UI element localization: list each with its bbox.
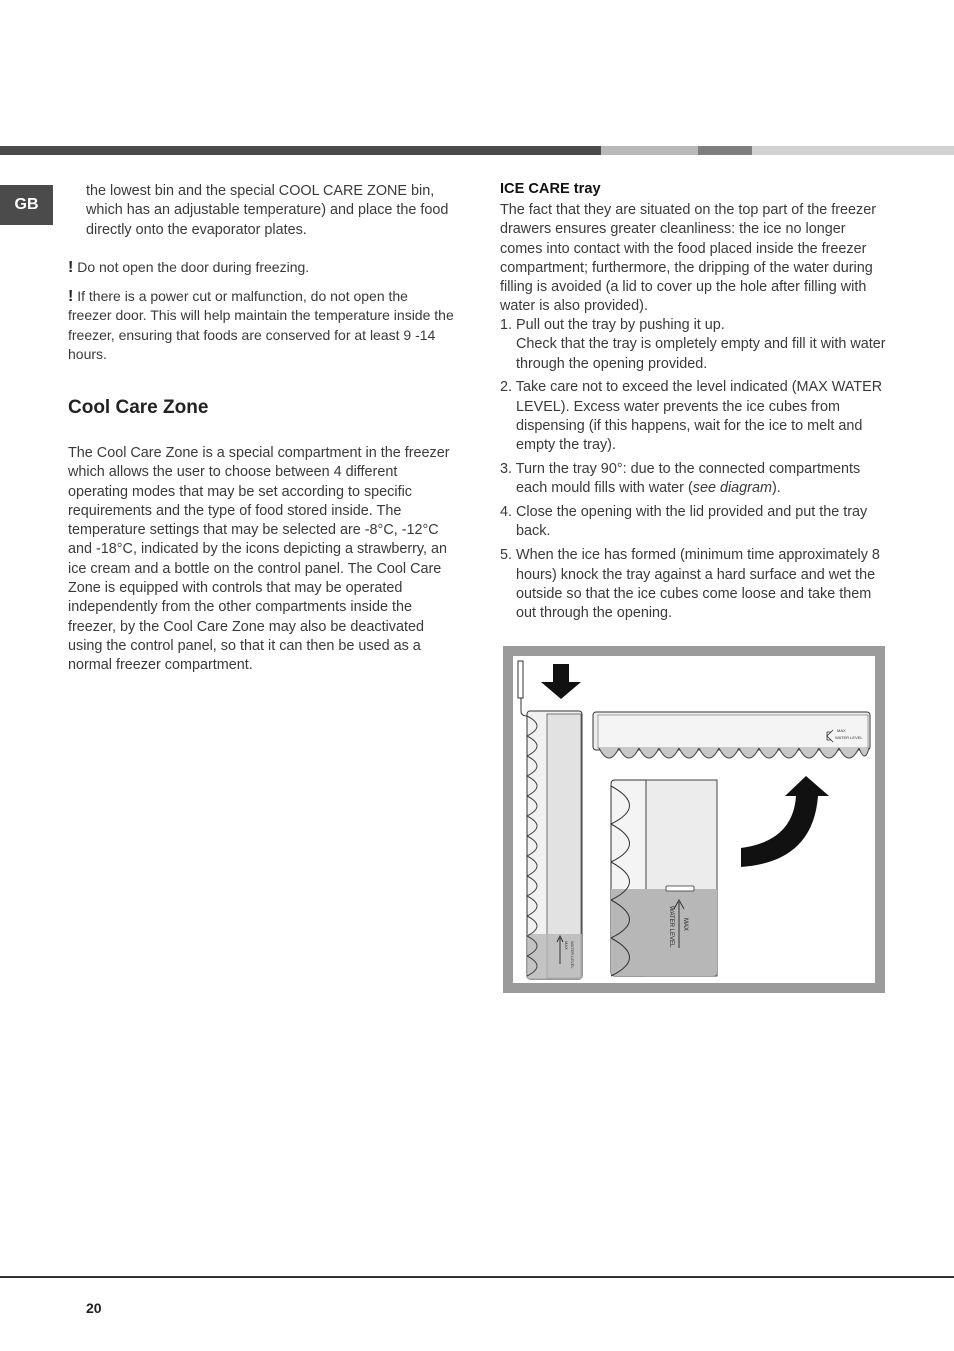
warning-door	[68, 258, 458, 277]
filling-tray-max-label: MAX	[682, 918, 688, 932]
step-item: 5. When the ice has formed (minimum time approximately 8 hours) knock the tray against a hard surface and wet the outside so that the ice cubes come loose and take them out through the opening.	[500, 547, 880, 622]
step-item: 4. Close the opening with the lid provided and put the tray back.	[500, 504, 868, 540]
warning-power-cut	[68, 287, 454, 364]
section-body: The Cool Care Zone is a special compartment in the freezer which allows the user to choose between 4 different operating modes that may be set according to specific requirements and the type of food stored inside. The temperature settings that may be selected are -8°C, -12°C and -18°C, indicated by the icons depicting a strawberry, an ice cream and a bottle on the control panel. The Cool Care Zone is equipped with controls that may be operated independently from the other compartments inside the freezer, by the Cool Care Zone may also be deactivated using the control panel, so that it can then be used as a normal freezer compartment.	[68, 445, 450, 674]
ice-care-intro: The fact that they are situated on the top part of the freezer drawers ensures greater cleanliness: the ice no longer comes into contact with the food placed inside the freezer compartment; furthermore, the dripping of the water during filling is avoided (a lid to cover up the hole after filling with water is also provided).	[500, 202, 876, 315]
warning-mark: !	[68, 259, 74, 276]
header-bar-segment	[0, 146, 601, 155]
ice-tray-illustration	[513, 656, 875, 983]
page-number: 20	[86, 1300, 102, 1316]
step-item: 3. Turn the tray 90°: due to the connected compartments each mould fills with water (see diagram).	[500, 461, 861, 497]
horizontal-tray-max-label: MAX	[837, 728, 846, 733]
vertical-tray-water-level-label: WATER LEVEL	[570, 941, 575, 969]
warning-power-cut-text: If there is a power cut or malfunction, do not open the freezer door. This will help maintain the temperature inside the freezer, ensuring that foods are conserved for at least 9 -14 hours.	[68, 288, 454, 362]
footer-rule	[0, 1276, 954, 1278]
header-bar-segment	[752, 146, 954, 155]
step-item: 1. Pull out the tray by pushing it up. Check that the tray is ompletely empty and fill it with water through the opening provided.	[500, 317, 886, 372]
steps-list	[500, 316, 890, 628]
ice-tray-diagram	[503, 646, 885, 993]
section-title: Cool Care Zone	[68, 397, 209, 418]
vertical-tray-max-label: MAX	[564, 941, 569, 950]
header-bar	[0, 146, 954, 155]
header-bar-segment	[698, 146, 752, 155]
filling-tray-water-level-label: WATER LEVEL	[668, 906, 674, 948]
horizontal-tray-water-level-label: WATER LEVEL	[835, 735, 863, 740]
ice-care-title: ICE CARE tray	[500, 181, 601, 197]
filling-tray	[611, 780, 717, 976]
step-item: 2. Take care not to exceed the level indicated (MAX WATER LEVEL). Excess water prevents the ice cubes from dispensing (if this happens, wait for the ice to melt and empty the tray).	[500, 379, 883, 454]
intro-paragraph: the lowest bin and the special COOL CARE ZONE bin, which has an adjustable temperature) and place the food directly onto the evaporator plates.	[86, 183, 449, 238]
language-tab: GB	[0, 185, 53, 225]
horizontal-tray	[593, 712, 870, 758]
header-bar-segment	[601, 146, 698, 155]
warning-door-text: Do not open the door during freezing.	[77, 259, 310, 275]
warning-mark: !	[68, 288, 74, 305]
